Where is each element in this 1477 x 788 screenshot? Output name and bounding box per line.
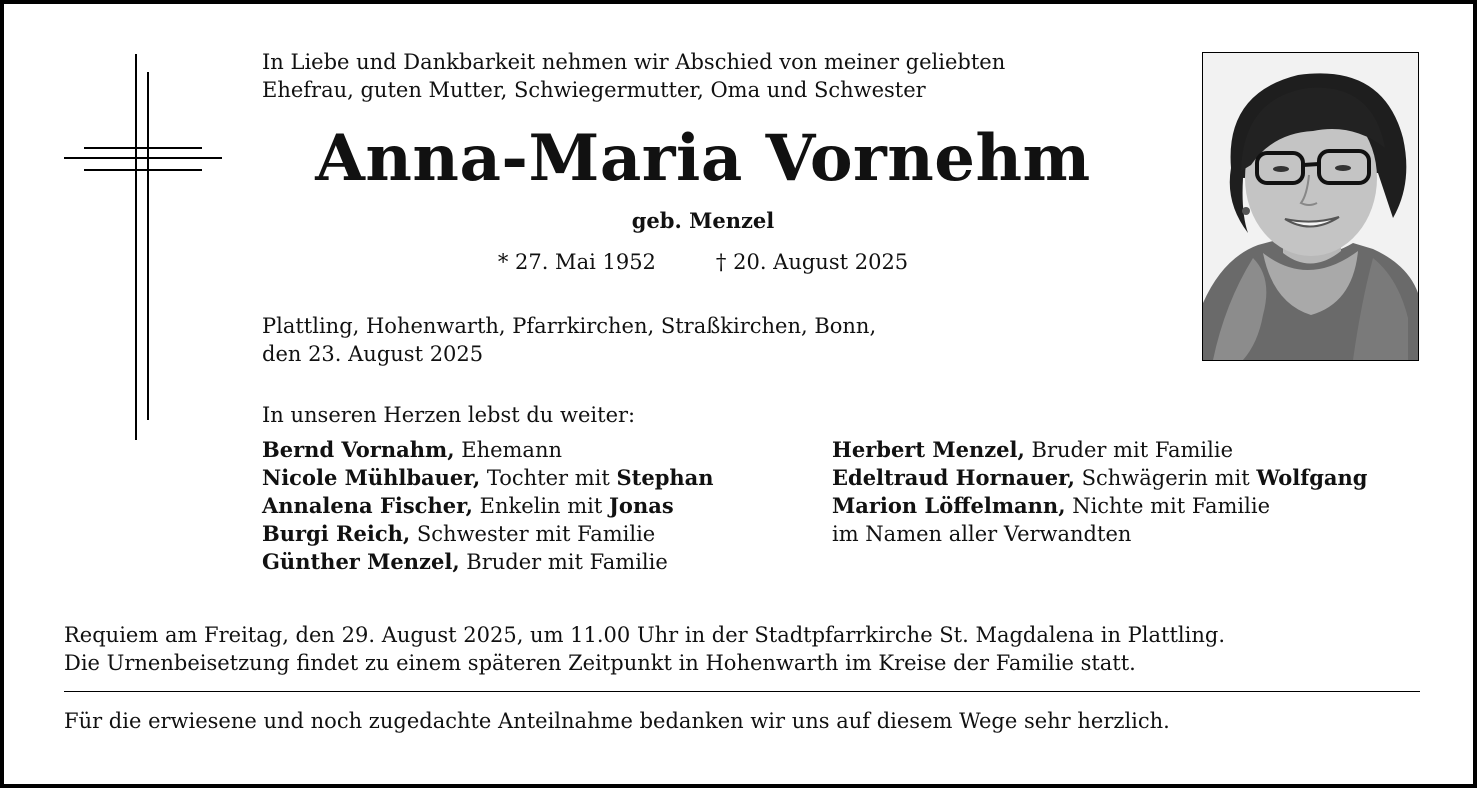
date-line: den 23. August 2025 bbox=[262, 342, 484, 366]
mourner-relation: Schwägerin mit bbox=[1074, 466, 1257, 490]
mourner-relation: Bruder mit Familie bbox=[459, 550, 668, 574]
mourner-row bbox=[262, 464, 714, 492]
intro-line: In Liebe und Dankbarkeit nehmen wir Abschied von meiner geliebten bbox=[262, 50, 1006, 74]
mourner-name: Annalena Fischer, bbox=[262, 493, 473, 518]
mourner-row bbox=[832, 464, 1368, 492]
mourner-row bbox=[262, 548, 714, 576]
mourner-name: Edeltraud Hornauer, bbox=[832, 465, 1075, 490]
mourner-row bbox=[262, 492, 714, 520]
life-dates bbox=[262, 248, 1144, 276]
requiem-line: Requiem am Freitag, den 29. August 2025, um 11.00 Uhr in der Stadtpfarrkirche St. Magdalena in Plattling. bbox=[64, 623, 1225, 647]
portrait-photo bbox=[1202, 52, 1419, 361]
deceased-name: Anna-Maria Vornehm bbox=[315, 121, 1091, 196]
place-line: Plattling, Hohenwarth, Pfarrkirchen, Straßkirchen, Bonn, bbox=[262, 314, 877, 338]
mourner-row bbox=[832, 492, 1368, 520]
mourner-relation: Bruder mit Familie bbox=[1024, 438, 1233, 462]
mourners-right bbox=[832, 436, 1368, 548]
mourner-name: Burgi Reich, bbox=[262, 521, 411, 546]
cross-icon bbox=[60, 50, 226, 444]
mourner-relation: Enkelin mit bbox=[472, 494, 609, 518]
mourner-partner: Jonas bbox=[609, 493, 674, 518]
mourner-row bbox=[832, 436, 1368, 464]
mourner-relation: Tochter mit bbox=[480, 466, 617, 490]
birth-name: geb. Menzel bbox=[631, 208, 775, 233]
divider-line bbox=[64, 691, 1420, 692]
mourner-name: Bernd Vornahm, bbox=[262, 437, 455, 462]
mourner-row bbox=[832, 520, 1368, 548]
birth-date: * 27. Mai 1952 bbox=[497, 250, 656, 274]
mourner-relation: im Namen aller Verwandten bbox=[832, 522, 1132, 546]
mourner-relation: Nichte mit Familie bbox=[1065, 494, 1271, 518]
mourner-name: Günther Menzel, bbox=[262, 549, 460, 574]
urn-burial-line: Die Urnenbeisetzung findet zu einem späteren Zeitpunkt in Hohenwarth im Kreise der Familie statt. bbox=[64, 651, 1136, 675]
death-date: † 20. August 2025 bbox=[715, 250, 909, 274]
place-and-date bbox=[262, 312, 876, 368]
requiem-info bbox=[64, 621, 1225, 677]
mourner-partner: Wolfgang bbox=[1256, 465, 1368, 490]
thanks-text: Für die erwiesene und noch zugedachte Anteilnahme bedanken wir uns auf diesem Wege sehr herzlich. bbox=[64, 709, 1170, 733]
mourner-relation: Ehemann bbox=[454, 438, 563, 462]
mourner-relation: Schwester mit Familie bbox=[410, 522, 656, 546]
portrait-illustration bbox=[1203, 53, 1418, 360]
intro-line: Ehefrau, guten Mutter, Schwiegermutter, Oma und Schwester bbox=[262, 78, 926, 102]
mourner-partner: Stephan bbox=[616, 465, 714, 490]
mourner-name: Nicole Mühlbauer, bbox=[262, 465, 481, 490]
mourner-name: Herbert Menzel, bbox=[832, 437, 1025, 462]
intro-text bbox=[262, 48, 1005, 104]
mourner-name: Marion Löffelmann, bbox=[832, 493, 1066, 518]
mourner-row bbox=[262, 520, 714, 548]
motto: In unseren Herzen lebst du weiter: bbox=[262, 403, 636, 427]
mourners-left bbox=[262, 436, 714, 576]
mourner-row bbox=[262, 436, 714, 464]
